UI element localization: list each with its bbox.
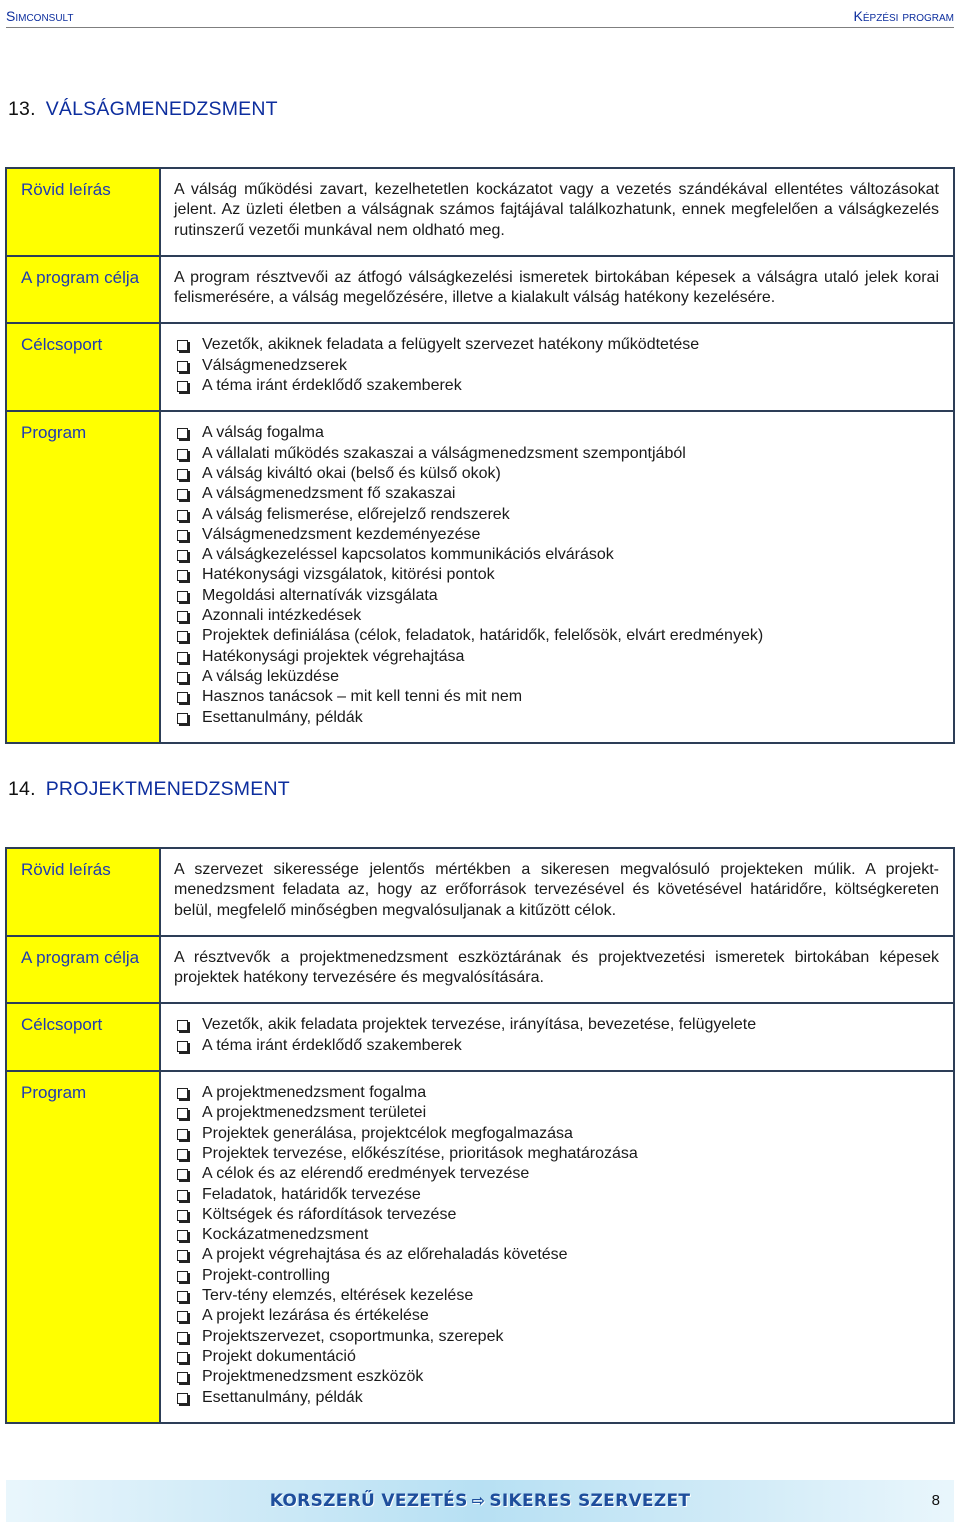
- footer-brand-right: SIKERES SZERVEZET: [489, 1491, 691, 1511]
- list-item: Kockázatmenedzsment: [174, 1225, 939, 1245]
- row-label: Rövid leírás: [6, 848, 160, 936]
- header-doc-type: Képzési program: [853, 7, 954, 24]
- list-item: A projektmenedzsment fogalma: [174, 1083, 939, 1103]
- row-value: [160, 936, 954, 1004]
- table-row: [6, 256, 954, 324]
- list-item: Megoldási alternatívák vizsgálata: [174, 586, 939, 606]
- list-item: A válságmenedzsment fő szakaszai: [174, 484, 939, 504]
- list-item: Azonnali intézkedések: [174, 606, 939, 626]
- header-company: Simconsult: [6, 7, 74, 24]
- arrow-right-icon: ⇨: [471, 1491, 486, 1510]
- list-item: A projektmenedzsment területei: [174, 1103, 939, 1123]
- list-item: A válság fogalma: [174, 423, 939, 443]
- list-item: Projekt dokumentáció: [174, 1347, 939, 1367]
- target-group-list: [174, 1015, 939, 1056]
- goal-text: A program résztvevői az átfogó válságkezelési ismeretek birtokában képesek a válságra utaló jelek korai felismerésére, a válság megelőzésére, illetve a kialakult válság hatékony kezelésére.: [174, 268, 939, 307]
- list-item: A projekt végrehajtása és az előrehaladás követése: [174, 1245, 939, 1265]
- list-item: Hatékonysági vizsgálatok, kitörési pontok: [174, 565, 939, 585]
- list-item: Projektek generálása, projektcélok megfogalmazása: [174, 1124, 939, 1144]
- list-item: Projektszervezet, csoportmunka, szerepek: [174, 1327, 939, 1347]
- row-label: A program célja: [6, 936, 160, 1004]
- row-label: A program célja: [6, 256, 160, 324]
- list-item: Feladatok, határidők tervezése: [174, 1185, 939, 1205]
- section-13-table: [5, 167, 955, 744]
- table-row: [6, 1003, 954, 1071]
- section-14-table: [5, 847, 955, 1424]
- list-item: A projekt lezárása és értékelése: [174, 1306, 939, 1326]
- list-item: Hasznos tanácsok – mit kell tenni és mit nem: [174, 687, 939, 707]
- row-label: Célcsoport: [6, 323, 160, 411]
- list-item: Projektek tervezése, előkészítése, prioritások meghatározása: [174, 1144, 939, 1164]
- page-number: 8: [931, 1492, 940, 1509]
- list-item: A válságkezeléssel kapcsolatos kommunikációs elvárások: [174, 545, 939, 565]
- row-label: Rövid leírás: [6, 168, 160, 256]
- list-item: A téma iránt érdeklődő szakemberek: [174, 376, 939, 396]
- program-list: [174, 423, 939, 727]
- table-row: [6, 848, 954, 936]
- list-item: Esettanulmány, példák: [174, 1388, 939, 1408]
- row-value: [160, 411, 954, 742]
- row-value: [160, 848, 954, 936]
- section-number: 14.: [8, 778, 36, 800]
- table-row: [6, 168, 954, 256]
- list-item: A vállalati működés szakaszai a válságmenedzsment szempontjából: [174, 444, 939, 464]
- program-list: [174, 1083, 939, 1408]
- goal-text: A résztvevők a projektmenedzsment eszköztárának és projektvezetési ismeretek birtokában képesek projektek hatékony tervezésére és megvalósítására.: [174, 948, 939, 987]
- row-value: [160, 1071, 954, 1423]
- list-item: Esettanulmány, példák: [174, 708, 939, 728]
- row-label: Program: [6, 1071, 160, 1423]
- table-row: [6, 936, 954, 1004]
- description-text: A szervezet sikeressége jelentős mértékben a sikeresen megvalósuló projekteken múlik. A projekt-menedzsment feladata az, hogy az erőforrások tervezésével és követésével határidőre, költségkereten belül, megfelelő minőségben megvalósuljanak a kitűzött célok.: [174, 861, 939, 919]
- target-group-list: [174, 335, 939, 396]
- row-label: Célcsoport: [6, 1003, 160, 1071]
- list-item: Válságmenedzsment kezdeményezése: [174, 525, 939, 545]
- list-item: Válságmenedzserek: [174, 356, 939, 376]
- list-item: A válság kiváltó okai (belső és külső okok): [174, 464, 939, 484]
- footer-brand-left: KORSZERŰ VEZETÉS: [269, 1491, 468, 1511]
- table-row: [6, 323, 954, 411]
- table-row: [6, 1071, 954, 1423]
- section-14-title: [8, 778, 290, 801]
- section-heading: PROJEKTMENEDZSMENT: [45, 778, 290, 800]
- list-item: A téma iránt érdeklődő szakemberek: [174, 1036, 939, 1056]
- page-footer: [6, 1480, 954, 1522]
- row-value: [160, 256, 954, 324]
- list-item: A válság felismerése, előrejelző rendszerek: [174, 505, 939, 525]
- row-label: Program: [6, 411, 160, 742]
- list-item: A válság leküzdése: [174, 667, 939, 687]
- section-number: 13.: [8, 98, 36, 120]
- description-text: A válság működési zavart, kezelhetetlen kockázatot vagy a vezetés szándékával ellentétes változásokat jelent. Az üzleti életben a válságnak számos fajtájával találkozhatunk, ennek megfelelően a válságkezelés rutinszerű vezetői munkával nem oldható meg.: [174, 181, 939, 239]
- row-value: [160, 1003, 954, 1071]
- list-item: Projektmenedzsment eszközök: [174, 1367, 939, 1387]
- list-item: Vezetők, akik feladata projektek tervezése, irányítása, bevezetése, felügyelete: [174, 1015, 939, 1035]
- section-13-title: [8, 98, 278, 121]
- list-item: Projekt-controlling: [174, 1266, 939, 1286]
- list-item: Költségek és ráfordítások tervezése: [174, 1205, 939, 1225]
- list-item: Hatékonysági projektek végrehajtása: [174, 647, 939, 667]
- list-item: A célok és az elérendő eredmények tervezése: [174, 1164, 939, 1184]
- list-item: Vezetők, akiknek feladata a felügyelt szervezet hatékony működtetése: [174, 335, 939, 355]
- table-row: [6, 411, 954, 742]
- page-header: [6, 4, 954, 28]
- section-heading: VÁLSÁGMENEDZSMENT: [45, 98, 278, 120]
- list-item: Projektek definiálása (célok, feladatok, határidők, felelősök, elvárt eredmények): [174, 626, 939, 646]
- list-item: Terv-tény elemzés, eltérések kezelése: [174, 1286, 939, 1306]
- row-value: [160, 323, 954, 411]
- row-value: [160, 168, 954, 256]
- footer-brand: [270, 1491, 691, 1511]
